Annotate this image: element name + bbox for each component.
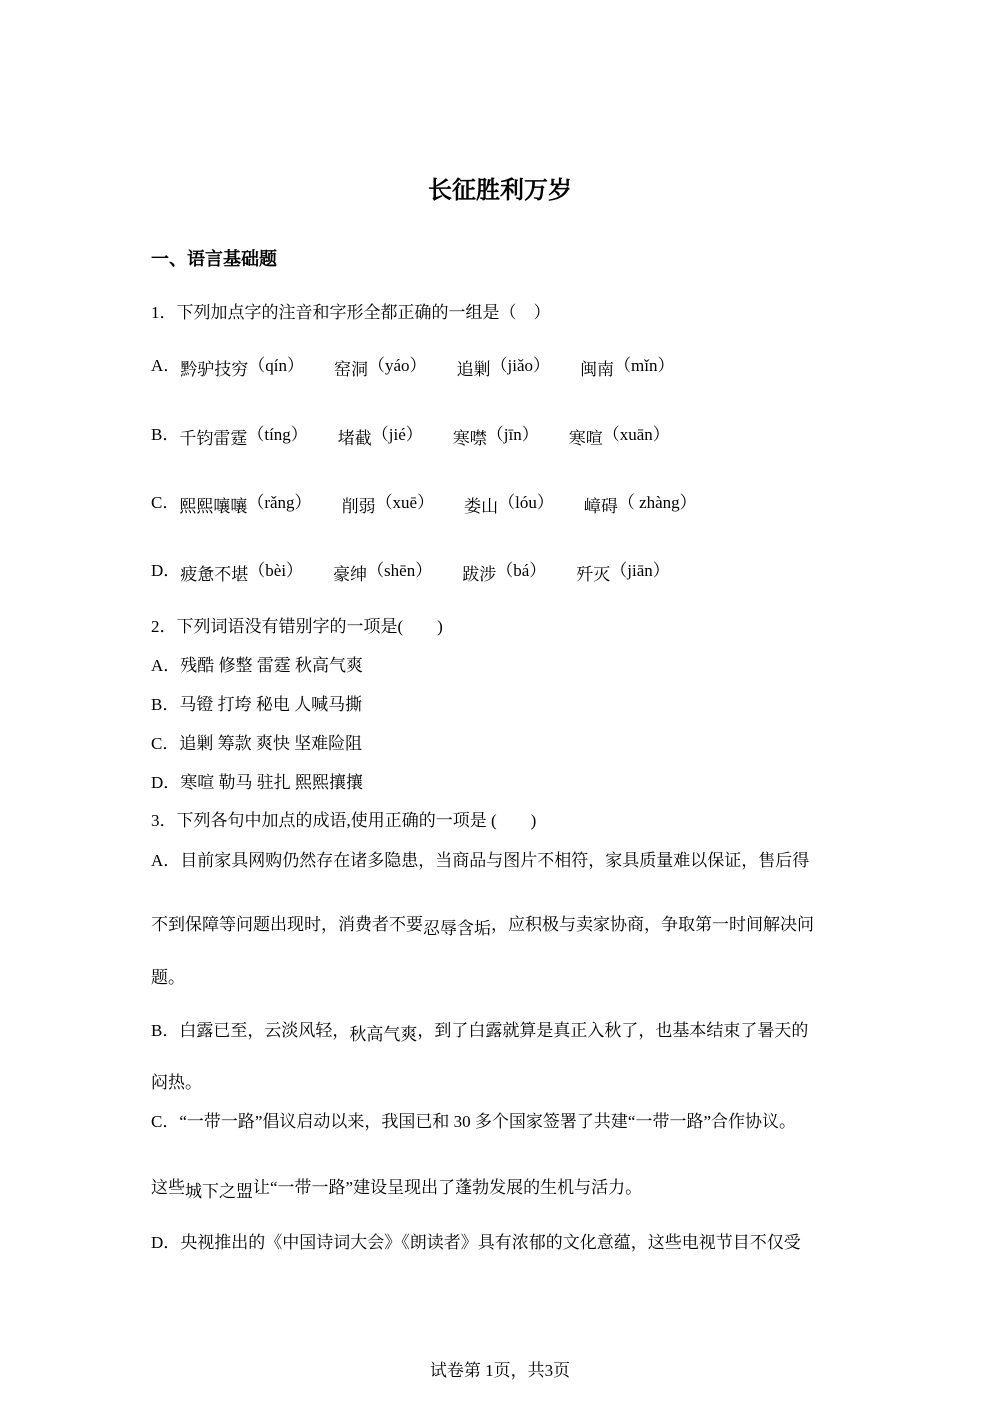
q1-option-a: A．黔驴技穷（qín） 窑洞（yáo） 追剿（jiǎo） 闽南（mǐn） (151, 356, 675, 379)
q2-option-d: D．寒喧 勒马 驻扎 熙熙攘攘 (151, 773, 364, 792)
q3-option-a-line1: A．目前家具网购仍然存在诸多隐患，当商品与图片不相符，家具质量难以保证，售后得 (151, 851, 810, 870)
q3-option-b-line2: 闷热。 (151, 1073, 202, 1092)
q3-option-c-line1: C．“一带一路”倡议启动以来，我国已和 30 多个国家签署了共建“一带一路”合作协议。 (151, 1112, 797, 1131)
q3-option-c-line2: 这些城下之盟让“一带一路”建设呈现出了蓬勃发展的生机与活力。 (151, 1178, 643, 1201)
dotted-idiom: 秋高气爽 (349, 1025, 418, 1044)
q3-option-b-line1: B．白露已至，云淡风轻，秋高气爽，到了白露就算是真正入秋了，也基本结束了暑天的 (151, 1021, 809, 1044)
question-3-stem: 3．下列各句中加点的成语,使用正确的一项是 ( ) (151, 811, 537, 830)
q2-option-b: B．马镫 打垮 秘电 人喊马撕 (151, 695, 363, 714)
q3-option-a-line3: 题。 (151, 968, 185, 987)
q2-option-c: C．追剿 筹款 爽快 坚难险阻 (151, 734, 363, 753)
page-footer: 试卷第 1页，共3页 (429, 1361, 571, 1380)
question-2-stem: 2．下列词语没有错别字的一项是( ) (151, 617, 443, 636)
q1-option-c: C．熙熙嚷嚷（rǎng） 削弱（xuē） 娄山（lóu） 嶂碍（ zhàng） (151, 493, 697, 516)
page-title: 长征胜利万岁 (428, 176, 572, 204)
section-heading: 一、语言基础题 (151, 249, 277, 270)
q1-option-d: D．疲惫不堪（bèi） 豪绅（shēn） 跋涉（bá） 歼灭（jiān） (151, 561, 670, 584)
q1-option-b: B．千钧雷霆（tíng） 堵截（jié） 寒噤（jīn） 寒喧（xuān） (151, 425, 670, 448)
dotted-idiom: 城下之盟 (185, 1182, 253, 1201)
question-1-stem: 1．下列加点字的注音和字形全都正确的一组是（ ） (151, 303, 551, 322)
dotted-idiom: 忍辱含垢 (423, 919, 491, 938)
q3-option-d-line1: D．央视推出的《中国诗词大会》《朗读者》具有浓郁的文化意蕴，这些电视节目不仅受 (151, 1233, 801, 1252)
q2-option-a: A．残酷 修整 雷霆 秋高气爽 (151, 656, 364, 675)
q3-option-a-line2: 不到保障等问题出现时，消费者不要忍辱含垢，应积极与卖家协商，争取第一时间解决问 (151, 915, 814, 938)
